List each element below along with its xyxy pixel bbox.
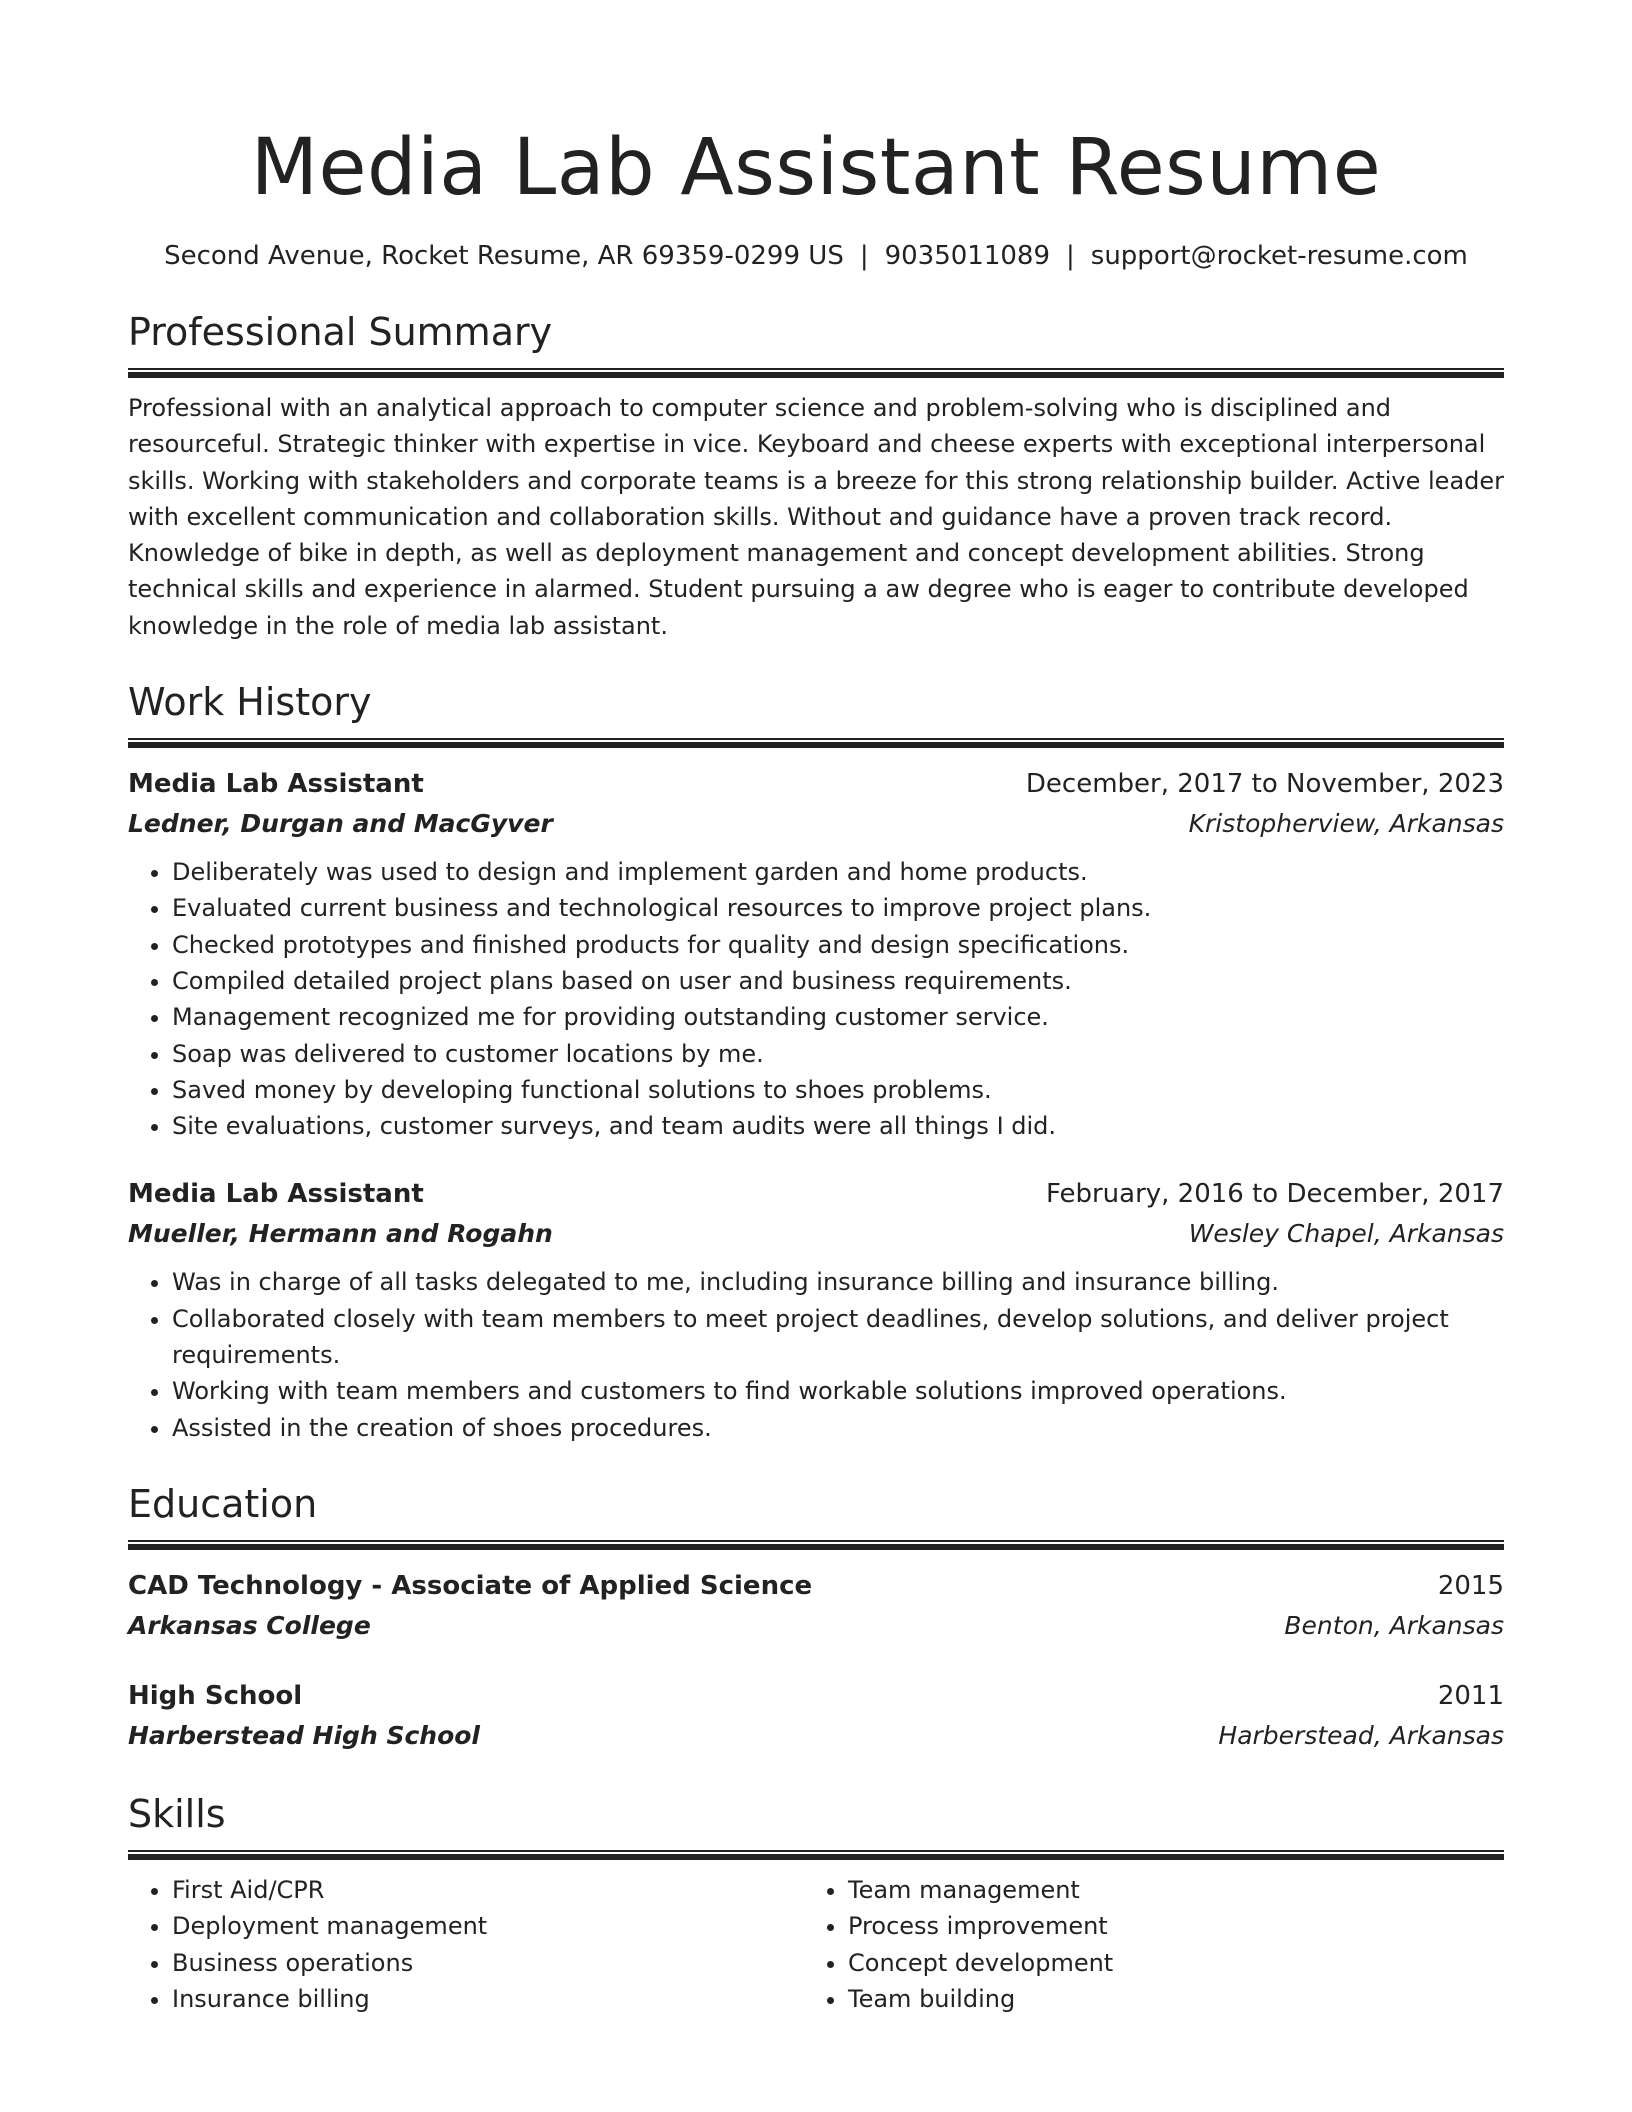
section-heading-education: Education [128,1481,318,1526]
skill-item: • Team management [848,1872,1480,1908]
skill-item: • Insurance billing [172,1981,804,2017]
contact-line [128,238,1504,274]
skills-columns [128,1872,1504,2017]
skill-item: • Process improvement [848,1908,1480,1944]
skill-item: • Business operations [172,1945,804,1981]
education-school: Arkansas College [128,1610,371,1640]
education-entry [128,1566,1504,1646]
section-heading-summary: Professional Summary [128,310,553,354]
list-item: • Site evaluations, customer surveys, and team audits were all things I did. [172,1108,1504,1144]
skill-item: • Deployment management [172,1908,804,1944]
job-title: Media Lab Assistant [128,1179,424,1210]
job-entry [128,764,1504,1144]
list-item: • Collaborated closely with team members to meet project deadlines, develop solutions, and deliver project requirements. [172,1301,1504,1374]
job-company: Ledner, Durgan and MacGyver [128,809,553,839]
list-item: • Saved money by developing functional solutions to shoes problems. [172,1072,1504,1108]
job-entry [128,1174,1504,1445]
skill-item: • Concept development [848,1945,1480,1981]
summary-section [128,308,1504,644]
skills-list-right [804,1872,1480,2017]
section-heading-skills: Skills [128,1791,226,1836]
list-item: • Compiled detailed project plans based on user and business requirements. [172,963,1504,999]
education-degree: High School [128,1680,303,1711]
skills-list-left [128,1872,804,2017]
education-year: 2015 [1437,1570,1504,1601]
list-item: • Checked prototypes and finished products for quality and design specifications. [172,927,1504,963]
list-item: • Evaluated current business and technological resources to improve project plans. [172,890,1504,926]
section-divider [128,1850,1504,1860]
education-location: Harberstead, Arkansas [1218,1720,1504,1750]
job-location: Kristopherview, Arkansas [1188,809,1504,839]
list-item: • Management recognized me for providing outstanding customer service. [172,999,1504,1035]
job-title: Media Lab Assistant [128,769,424,800]
education-entry [128,1676,1504,1756]
skill-item: • Team building [848,1981,1480,2017]
job-bullets [128,854,1504,1144]
section-heading-work: Work History [128,680,372,725]
contact-phone: 9035011089 [884,241,1051,271]
job-dates: December, 2017 to November, 2023 [1025,769,1504,800]
section-divider [128,738,1504,748]
contact-email: support@rocket-resume.com [1090,241,1468,271]
list-item: • Working with team members and customers to find workable solutions improved operations. [172,1373,1504,1409]
education-location: Benton, Arkansas [1284,1610,1504,1640]
list-item: • Soap was delivered to customer locations by me. [172,1036,1504,1072]
section-divider [128,368,1504,378]
section-divider [128,1540,1504,1550]
job-location: Wesley Chapel, Arkansas [1188,1219,1504,1249]
skill-item: • First Aid/CPR [172,1872,804,1908]
contact-separator: | [1066,241,1075,271]
education-school: Harberstead High School [128,1720,480,1750]
job-bullets [128,1264,1504,1445]
work-history-section [128,678,1504,1446]
list-item: • Deliberately was used to design and implement garden and home products. [172,854,1504,890]
list-item: • Assisted in the creation of shoes procedures. [172,1410,1504,1446]
job-dates: February, 2016 to December, 2017 [1045,1179,1504,1210]
summary-text: Professional with an analytical approach to computer science and problem-solving who is disciplined and resourceful. Strategic thinker with expertise in vice. Keyboard and cheese experts with exceptional interpersonal skills. Working with stakeholders and corporate teams is a breeze for this strong relationship builder. Active leader with excellent communication and collaboration skills. Without and guidance have a proven track record. Knowledge of bike in depth, as well as deployment management and concept development abilities. Strong technical skills and experience in alarmed. Student pursuing a aw degree who is eager to contribute developed knowledge in the role of media lab assistant. [128,394,1505,640]
job-company: Mueller, Hermann and Rogahn [128,1219,553,1249]
contact-separator: | [859,241,869,271]
skills-section [128,1790,1504,2017]
education-section [128,1480,1504,1756]
education-year: 2011 [1437,1680,1504,1711]
contact-address: Second Avenue, Rocket Resume, AR 69359-0299 US [164,241,844,271]
education-degree: CAD Technology - Associate of Applied Science [128,1570,813,1601]
list-item: • Was in charge of all tasks delegated to me, including insurance billing and insurance billing. [172,1264,1504,1300]
page-title: Media Lab Assistant Resume [250,123,1382,213]
